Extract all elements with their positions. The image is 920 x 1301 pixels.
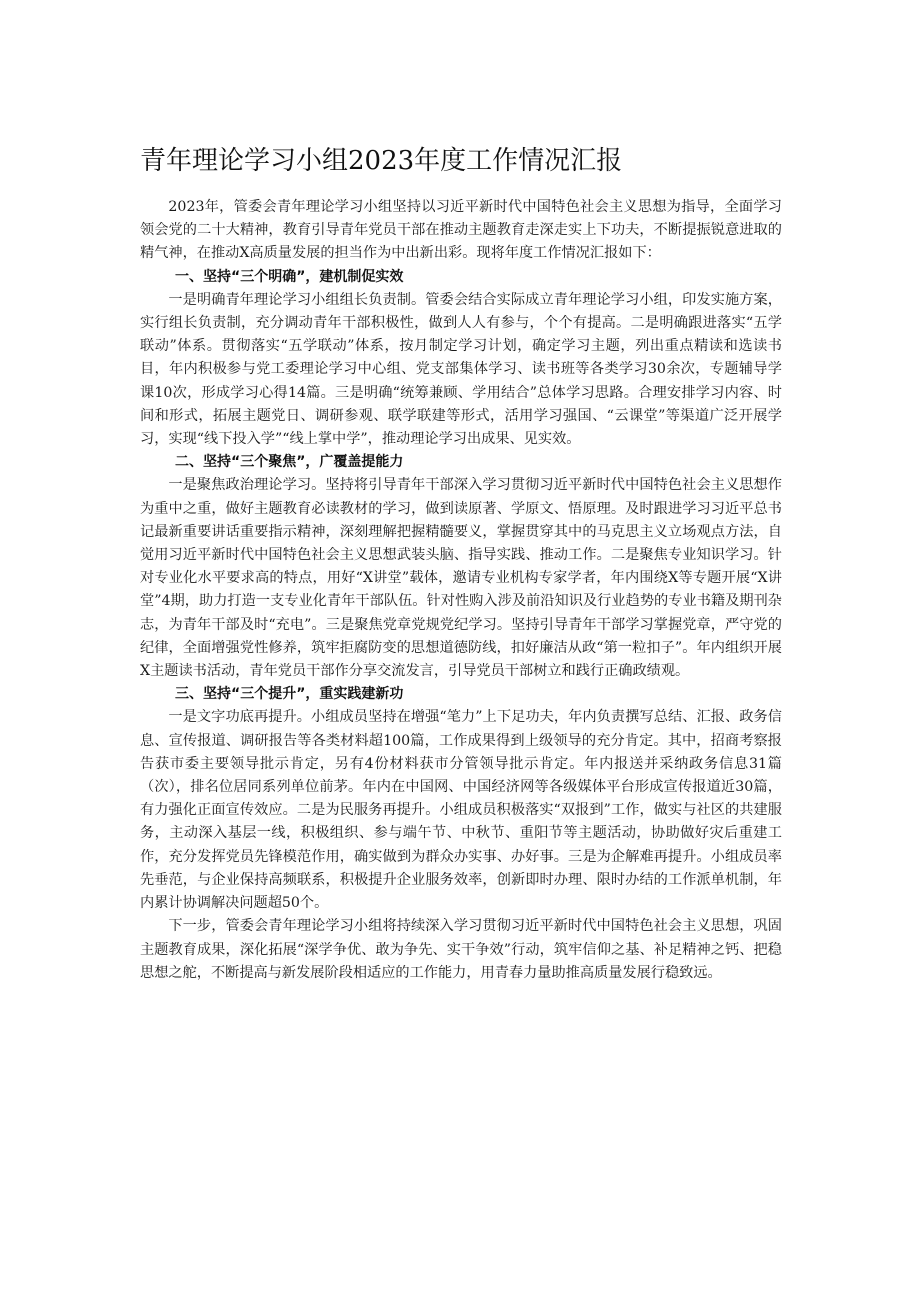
section-2-heading: 二、坚持“三个聚焦”，广覆盖提能力: [175, 454, 404, 471]
section-3-body: 一是文字功底再提升。小组成员坚持在增强“笔力”上下足功夫，年内负责撰写总结、汇报、政务信息、宣传报道、调研报告等各类材料超100篇，工作成果得到上级领导的充分肯定。其中，招商考察报告获市委主要领导批示肯定，另有4份材料获市分管领导批示肯定。年内报送并采纳政务信息31篇（次），排名位居同系列单位前茅。年内在中国网、中国经济网等各级媒体平台形成宣传报道近30篇，有力强化正面宣传效应。二是为民服务再提升。小组成员积极落实“双报到”工作，做实与社区的共建服务，主动深入基层一线，积极组织、参与端午节、中秋节、重阳节等主题活动，协助做好灾后重建工作，充分发挥党员先锋模范作用，确实做到为群众办实事、办好事。三是为企解难再提升。小组成员率先垂范，与企业保持高频联系，积极提升企业服务效率，创新即时办理、限时办结的工作派单机制，年内累计协调解决问题超50个。: [140, 709, 782, 912]
section-3-heading: 三、坚持“三个提升”，重实践建新功: [175, 686, 404, 703]
closing-paragraph: 下一步，管委会青年理论学习小组将持续深入学习贯彻习近平新时代中国特色社会主义思想，巩固主题教育成果，深化拓展“深学争优、敢为争先、实干争效”行动，筑牢信仰之基、补足精神之钙、把稳思想之舵，不断提高与新发展阶段相适应的工作能力，用青春力量助推高质量发展行稳致远。: [140, 918, 782, 981]
document-title: 青年理论学习小组2023年度工作情况汇报: [140, 146, 623, 176]
section-2-body: 一是聚焦政治理论学习。坚持将引导青年干部深入学习贯彻习近平新时代中国特色社会主义思想作为重中之重，做好主题教育必读教材的学习，做到读原著、学原文、悟原理。及时跟进学习习近平总书记最新重要讲话重要指示精神，深刻理解把握精髓要义，掌握贯穿其中的马克思主义立场观点方法，自觉用习近平新时代中国特色社会主义思想武装头脑、指导实践、推动工作。二是聚焦专业知识学习。针对专业化水平要求高的特点，用好“X讲堂”载体，邀请专业机构专家学者，年内围绕X等专题开展“X讲堂”4期，助力打造一支专业化青年干部队伍。针对性购入涉及前沿知识及行业趋势的专业书籍及期刊杂志，为青年干部及时“充电”。三是聚焦党章党规党纪学习。坚持引导青年干部学习掌握党章，严守党的纪律，全面增强党性修养，筑牢拒腐防变的思想道德防线，扣好廉洁从政“第一粒扣子”。年内组织开展X主题读书活动，青年党员干部作分享交流发言，引导党员干部树立和践行正确政绩观。: [140, 477, 782, 680]
intro-paragraph: 2023年，管委会青年理论学习小组坚持以习近平新时代中国特色社会主义思想为指导，全面学习领会党的二十大精神，教育引导青年党员干部在推动主题教育走深走实上下功夫，不断提振锐意进取的精气神，在推动X高质量发展的担当作为中出新出彩。现将年度工作情况汇报如下：: [140, 199, 782, 262]
document-body: [140, 196, 782, 985]
section-1-heading: 一、坚持“三个明确”，建机制促实效: [175, 268, 404, 285]
section-1-body: 一是明确青年理论学习小组组长负责制。管委会结合实际成立青年理论学习小组，印发实施方案，实行组长负责制，充分调动青年干部积极性，做到人人有参与，个个有提高。二是明确跟进落实“五学联动”体系。贯彻落实“五学联动”体系，按月制定学习计划，确定学习主题，列出重点精读和选读书目，年内积极参与党工委理论学习中心组、党支部集体学习、读书班等各类学习30余次，专题辅导学课10次，形成学习心得14篇。三是明确“统筹兼顾、学用结合”总体学习思路。合理安排学习内容、时间和形式，拓展主题党日、调研参观、联学联建等形式，活用学习强国、“云课堂”等渠道广泛开展学习，实现“线下投入学”“线上掌中学”，推动理论学习出成果、见实效。: [140, 291, 782, 448]
